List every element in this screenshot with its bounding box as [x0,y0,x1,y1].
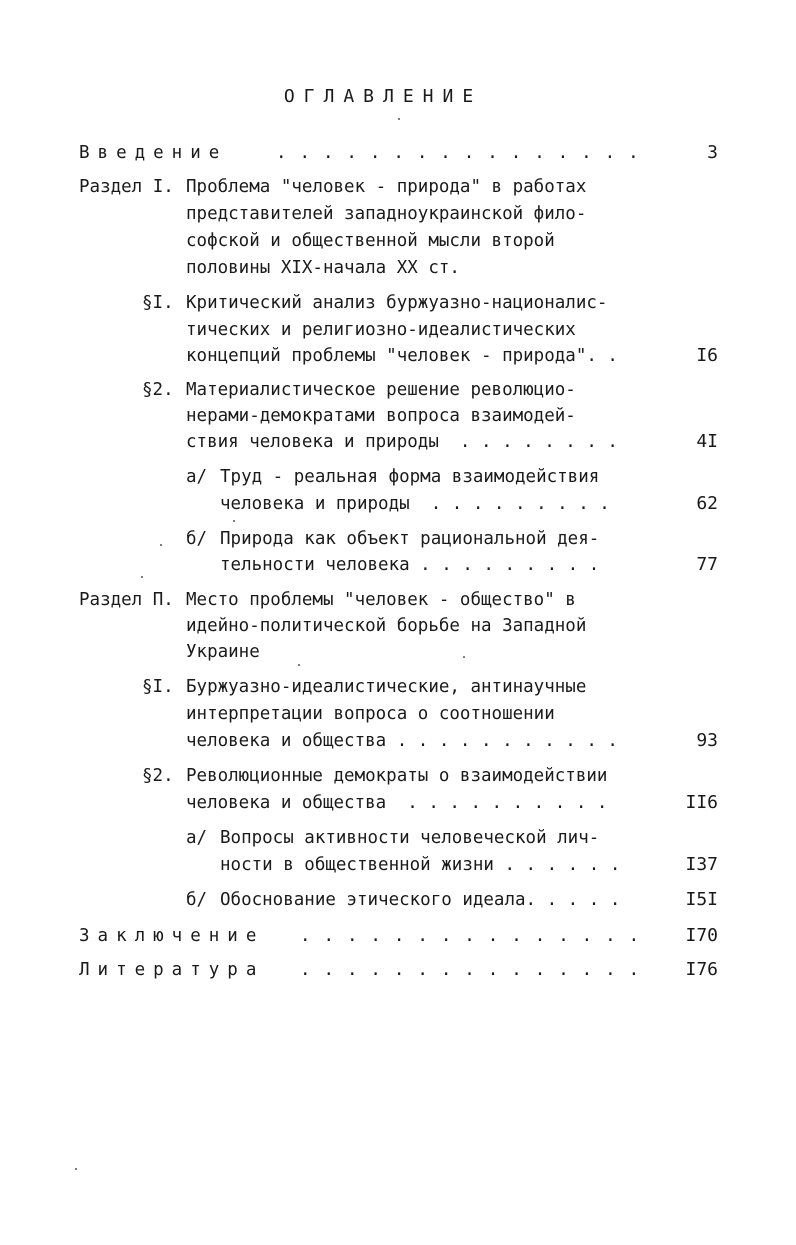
toc-section2-label: Раздел П. [79,590,174,610]
toc-section1-line: софской и общественной мысли второй [186,231,555,251]
toc-s2-p2-page: II6 [685,792,718,813]
toc-s1-p1-page: I6 [696,345,718,366]
toc-conclusion-page: I70 [685,925,718,946]
toc-s1-p2-a-line: человека и природы . . . . . . . . . [220,494,610,514]
toc-s2-p2-line: человека и общества . . . . . . . . . . [186,793,608,813]
toc-s2-p1-line: интерпретации вопроса о соотношении [186,704,555,724]
toc-section1-line: Проблема "человек - природа" в работах [186,177,587,197]
scan-speck [463,656,465,658]
scan-speck [398,118,400,120]
toc-s1-p2-a-line: Труд - реальная форма взаимодействия [220,467,600,487]
toc-literature-leader: . . . . . . . . . . . . . . . [300,960,641,980]
toc-s1-p2-a-page: 62 [696,493,718,514]
toc-section2-line: Место проблемы "человек - общество" в [186,590,576,610]
toc-intro-leader: . . . . . . . . . . . . . . . . [276,143,640,163]
toc-s2-p1-page: 93 [696,730,718,751]
toc-literature-label: Литература [79,960,265,980]
toc-s2-p2-a-line: ности в общественной жизни . . . . . . [220,855,621,875]
toc-intro-label: Введение [79,143,228,163]
toc-section1-label: Раздел I. [79,177,174,197]
toc-section1-line: представителей западноукраинской фило- [186,204,587,224]
toc-s1-p2-line: Материалистическое решение революцио- [186,380,576,400]
toc-s2-p2-line: Революционные демократы о взаимодействии [186,766,608,786]
toc-s2-p2-a-line: Вопросы активности человеческой лич- [220,828,600,848]
toc-s1-p2-b-label: б/ [186,529,208,549]
toc-s1-p1-line: тических и религиозно-идеалистических [186,320,576,340]
toc-s2-p1-line: Буржуазно-идеалистические, антинаучные [186,677,587,697]
toc-s1-p2-b-line: Природа как объект рациональной дея- [220,529,600,549]
toc-s1-p2-b-line: тельности человека . . . . . . . . . [220,555,600,575]
toc-s2-p2-b-page: I5I [685,889,718,910]
toc-s1-p2-label: §2. [142,380,174,400]
toc-s1-p1-label: §I. [142,293,174,313]
toc-conclusion-leader: . . . . . . . . . . . . . . . [300,926,641,946]
toc-s2-p2-a-page: I37 [685,854,718,875]
toc-s1-p1-line: Критический анализ буржуазно-националис- [186,293,608,313]
toc-s2-p1-label: §I. [142,677,174,697]
toc-intro-page: 3 [707,142,718,163]
toc-s2-p2-b-label: б/ [186,890,208,910]
toc-s2-p1-line: человека и общества . . . . . . . . . . . [186,731,618,751]
scan-speck [160,544,162,546]
toc-section2-line: Украине [186,642,260,662]
scan-speck [75,1168,77,1170]
toc-s1-p2-a-label: а/ [186,467,208,487]
toc-section2-line: идейно-политической борьбе на Западной [186,616,587,636]
toc-s2-p2-label: §2. [142,766,174,786]
toc-conclusion-label: Заключение [79,926,265,946]
toc-s1-p2-b-page: 77 [696,554,718,575]
scan-speck [298,664,300,666]
scan-speck [233,520,235,522]
toc-literature-page: I76 [685,959,718,980]
page-title: ОГЛАВЛЕНИЕ [283,86,483,107]
toc-s2-p2-b-line: Обоснование этического идеала. . . . . [220,890,621,910]
toc-s1-p2-page: 4I [696,431,718,452]
toc-s1-p2-line: ствия человека и природы . . . . . . . . [186,432,618,452]
toc-s2-p2-a-label: а/ [186,828,208,848]
toc-section1-line: половины XIX-начала XX ст. [186,258,460,278]
toc-s1-p2-line: нерами-демократами вопроса взаимодей- [186,406,576,426]
scan-speck [141,576,143,578]
toc-s1-p1-line: концепций проблемы "человек - природа". . [186,346,618,366]
